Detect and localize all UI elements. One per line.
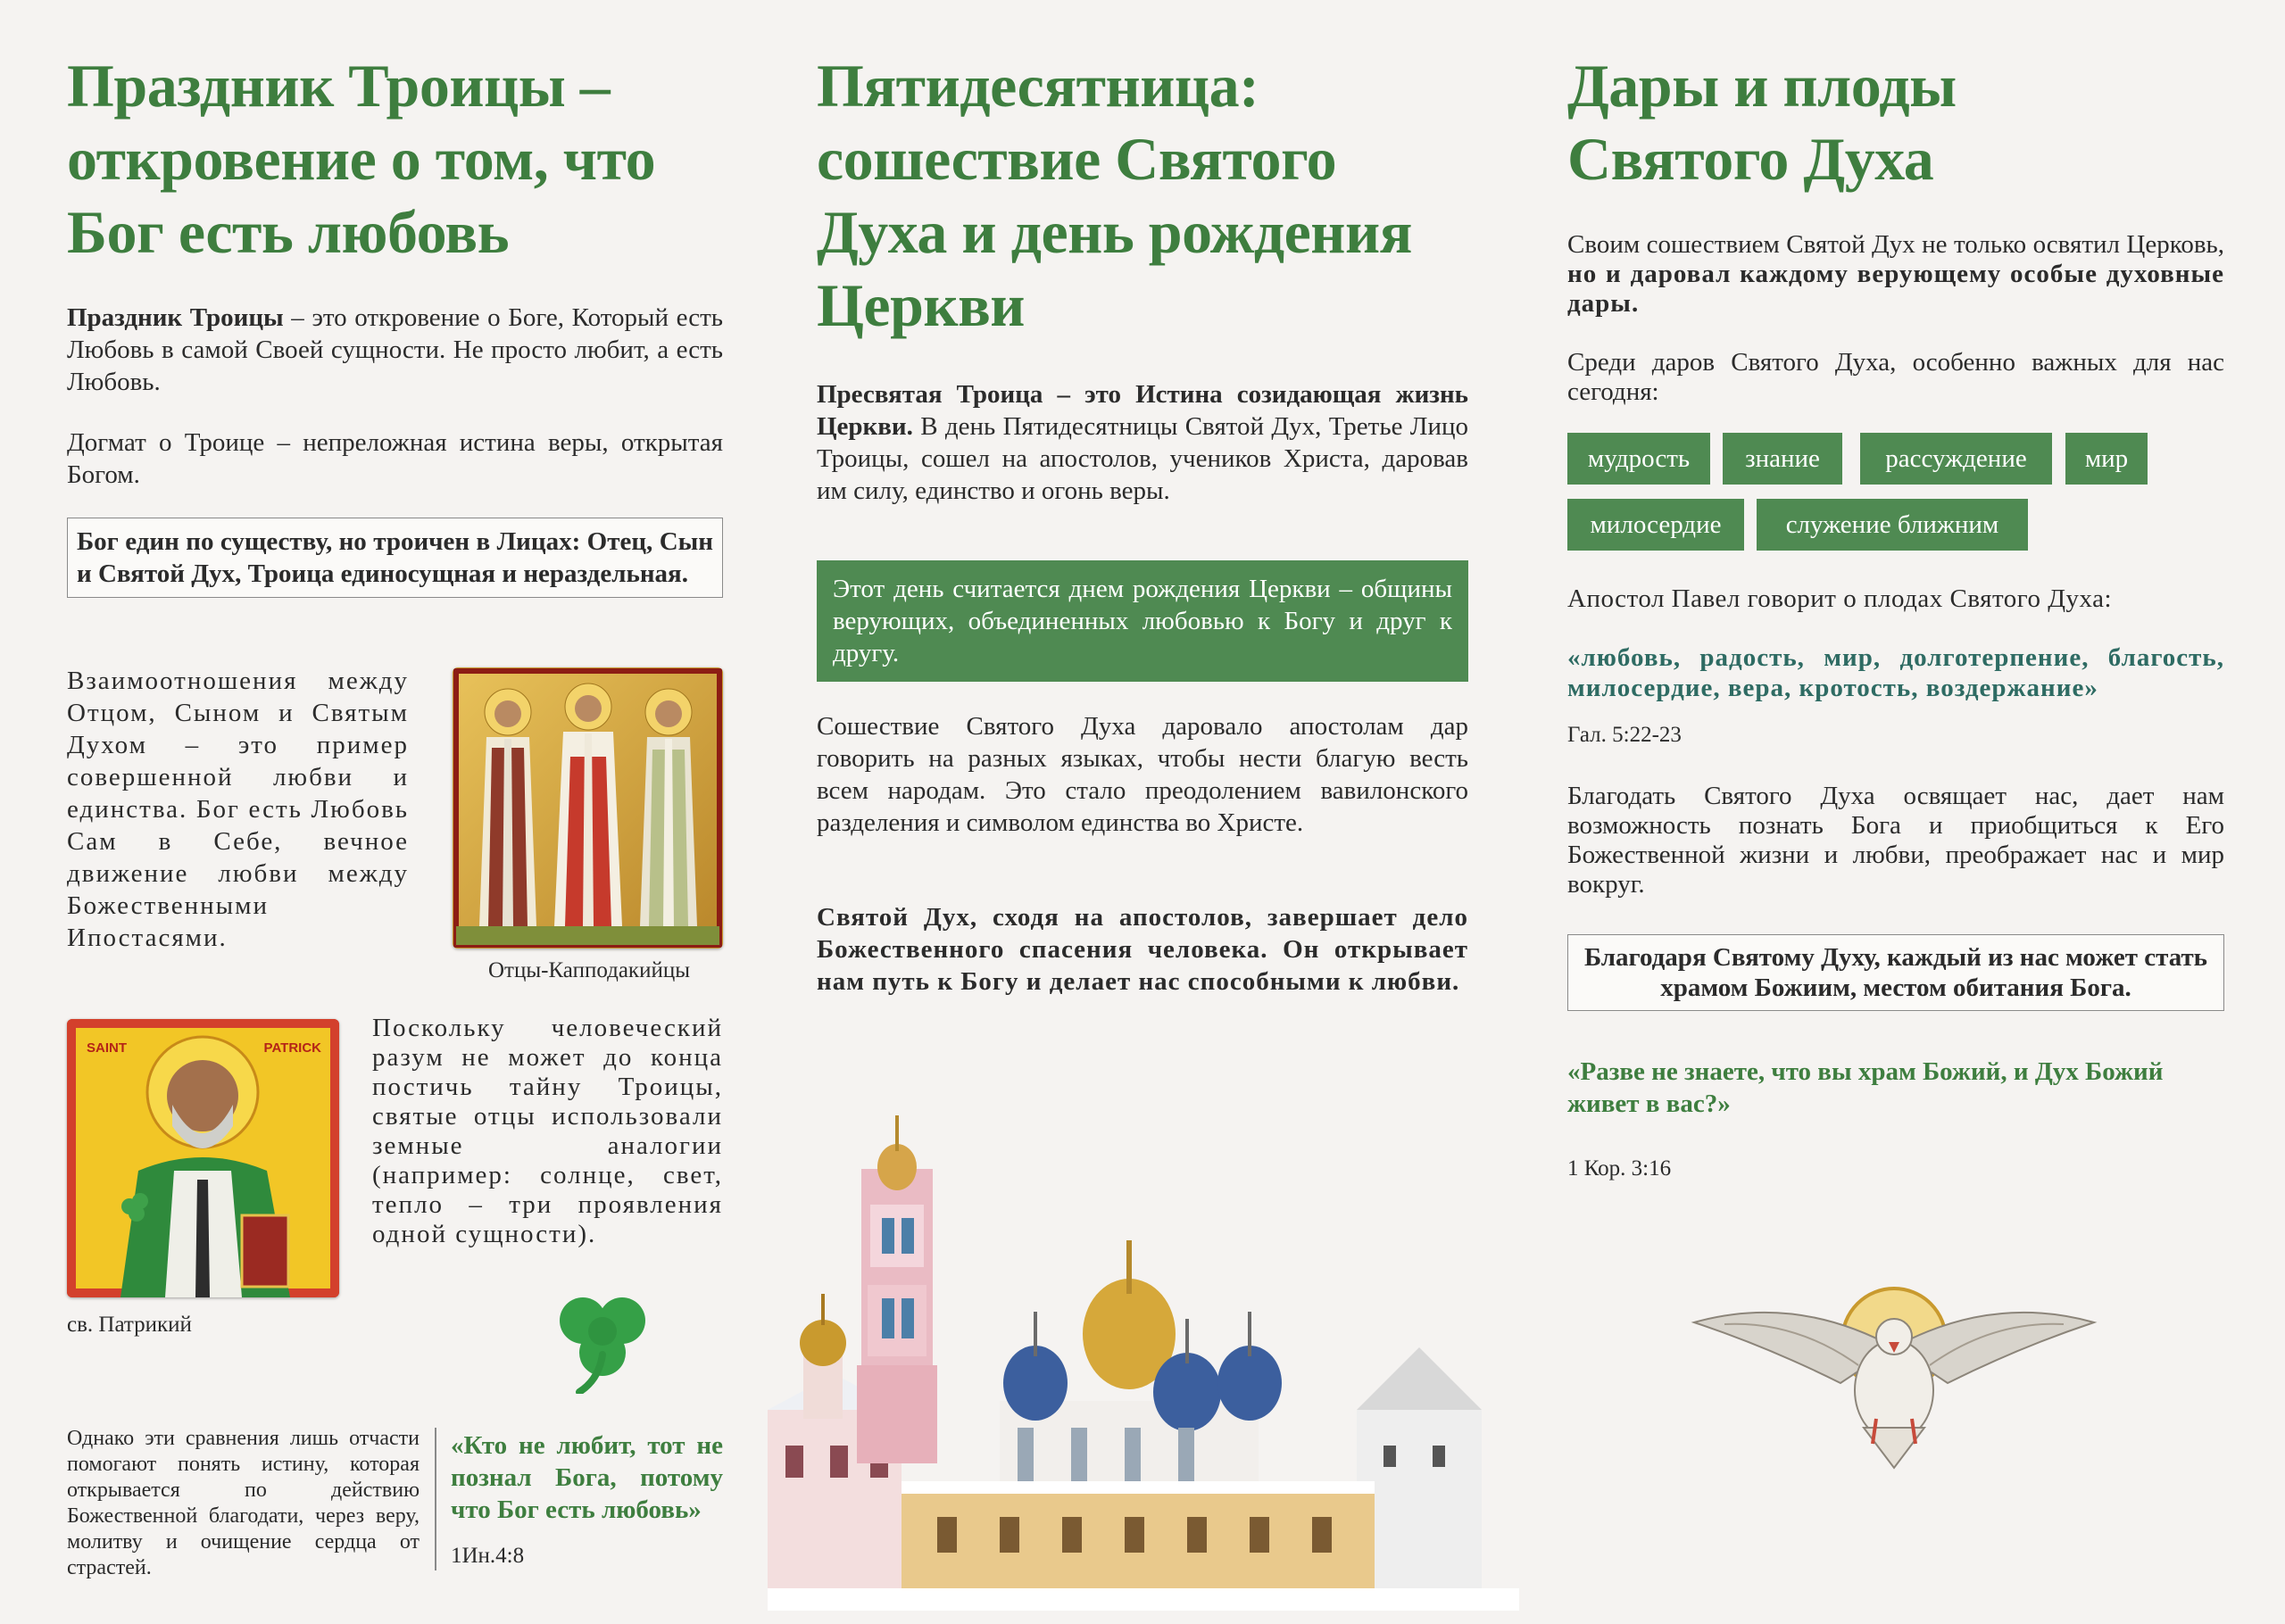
trinity-title-line3: Бог есть любовь xyxy=(67,198,510,266)
trinity-quote: «Кто не любит, тот не познал Бога, потому что Бог есть любовь» xyxy=(451,1431,723,1524)
patrick-icon-label-left: SAINT xyxy=(87,1040,127,1056)
pentecost-p1-rest: В день Пятидесятницы Святой Дух, Третье Лицо Троицы, сошел на апостолов, учеников Христа, даровав им силу, единство и огонь веры. xyxy=(817,412,1468,505)
trinity-paragraph-4: Поскольку человеческий разум не может до конца постичь тайну Троицы, святые отцы использовали земные аналогии (например: солнце, свет, тепло – три проявления одной сущности). xyxy=(372,1014,723,1248)
trinity-quote-ref: 1Ин.4:8 xyxy=(451,1544,525,1568)
spirit-fruits-ref: Гал. 5:22-23 xyxy=(1567,723,1682,747)
gifts-title-line2: Святого Духа xyxy=(1567,125,1934,193)
three-saints-caption: Отцы-Капподакийцы xyxy=(487,958,691,982)
trinity-title-line2: откровение о том, что xyxy=(67,125,656,193)
gifts-paragraph-1 xyxy=(1567,230,2224,319)
gifts-p1-normal: Своим сошествием Святой Дух не только освятил Церковь, xyxy=(1567,230,2224,259)
pentecost-paragraph-3: Святой Дух, сходя на апостолов, завершает дело Божественного спасения человека. Он открывает нам путь к Богу и делает нас способными к любви. xyxy=(817,903,1468,996)
temple-box: Благодаря Святому Духу, каждый из нас может стать храмом Божиим, местом обитания Бога. xyxy=(1567,934,2224,1011)
saint-patrick-caption: св. Патрикий xyxy=(67,1313,192,1337)
gifts-tag-list xyxy=(1567,433,2224,551)
pentecost-paragraph-1 xyxy=(817,378,1468,507)
gift-tag-service: служение ближним xyxy=(1757,499,2028,551)
trinity-p1-rest: – это откровение о Боге, Который есть Любовь в самой Своей сущности. Не просто любит, а есть Любовь. xyxy=(67,303,723,396)
trinity-paragraph-1 xyxy=(67,302,723,398)
gift-tag-knowledge: знание xyxy=(1723,433,1842,485)
quote-divider xyxy=(435,1428,436,1570)
temple-quote-ref: 1 Кор. 3:16 xyxy=(1567,1156,1672,1181)
gifts-paragraph-4: Благодать Святого Духа освящает нас, дает нам возможность познать Бога и приобщиться к Его Божественной жизни и любви, преображает нас и мир вокруг. xyxy=(1567,782,2224,899)
trinity-title xyxy=(67,49,745,269)
trinity-p1-bold: Праздник Троицы xyxy=(67,303,284,332)
spirit-fruits-quote: «любовь, радость, мир, долготерпение, благость, милосердие, вера, кротость, воздержание» xyxy=(1567,643,2224,702)
patrick-icon-label-right: PATRICK xyxy=(263,1040,321,1056)
gift-tag-mercy: милосердие xyxy=(1567,499,1744,551)
pentecost-title-line3: Духа и день рождения xyxy=(817,198,1412,266)
three-saints-icon xyxy=(453,667,723,949)
monastery-photo xyxy=(768,1106,1519,1611)
trinity-paragraph-5: Однако эти сравнения лишь отчасти помогают понять истину, которая открывается по действию Божественной благодати, через веру, молитву и очищение сердца от страстей. xyxy=(67,1427,420,1579)
trinity-paragraph-2: Догмат о Троице – непреложная истина веры, открытая Богом. xyxy=(67,428,723,489)
pentecost-title xyxy=(817,49,1495,342)
gifts-paragraph-3: Апостол Павел говорит о плодах Святого Духа: xyxy=(1567,584,2113,613)
gift-tag-discernment: рассуждение xyxy=(1860,433,2052,485)
dove-icon xyxy=(1689,1285,2099,1472)
saint-patrick-icon xyxy=(67,1019,339,1297)
pentecost-title-line4: Церкви xyxy=(817,271,1025,339)
gift-tag-wisdom: мудрость xyxy=(1567,433,1710,485)
trinity-paragraph-3: Взаимоотношения между Отцом, Сыном и Святым Духом – это пример совершенной любви и единства. Бог есть Любовь Сам в Себе, вечное движение любви между Божественными Ипостасями. xyxy=(67,667,409,952)
gift-tag-peace: мир xyxy=(2065,433,2148,485)
gifts-title xyxy=(1567,49,2224,195)
trinity-title-line1: Праздник Троицы – xyxy=(67,52,611,120)
church-birthday-box: Этот день считается днем рождения Церкви – общины верующих, объединенных любовью к Богу и друг к другу. xyxy=(817,560,1468,682)
pentecost-p1-bold: Пресвятая Троица – это Истина созидающая жизнь Церкви. xyxy=(817,380,1468,441)
gifts-p1-bold: но и даровал каждому верующему особые духовные дары. xyxy=(1567,260,2224,318)
pentecost-paragraph-2: Сошествие Святого Духа даровало апостолам дар говорить на разных языках, чтобы нести благую весть всем народам. Это стало преодолением вавилонского разделения и символом единства во Христе. xyxy=(817,712,1468,837)
gifts-title-line1: Дары и плоды xyxy=(1567,52,1957,120)
temple-quote: «Разве не знаете, что вы храм Божий, и Дух Божий живет в вас?» xyxy=(1567,1057,2164,1118)
trinity-dogma-box: Бог един по существу, но троичен в Лицах: Отец, Сын и Святой Дух, Троица единосущная и нераздельная. xyxy=(67,518,723,598)
pentecost-title-line1: Пятидесятница: xyxy=(817,52,1259,120)
shamrock-icon xyxy=(549,1283,656,1394)
pentecost-title-line2: сошествие Святого xyxy=(817,125,1337,193)
gifts-paragraph-2: Среди даров Святого Духа, особенно важных для нас сегодня: xyxy=(1567,348,2224,406)
